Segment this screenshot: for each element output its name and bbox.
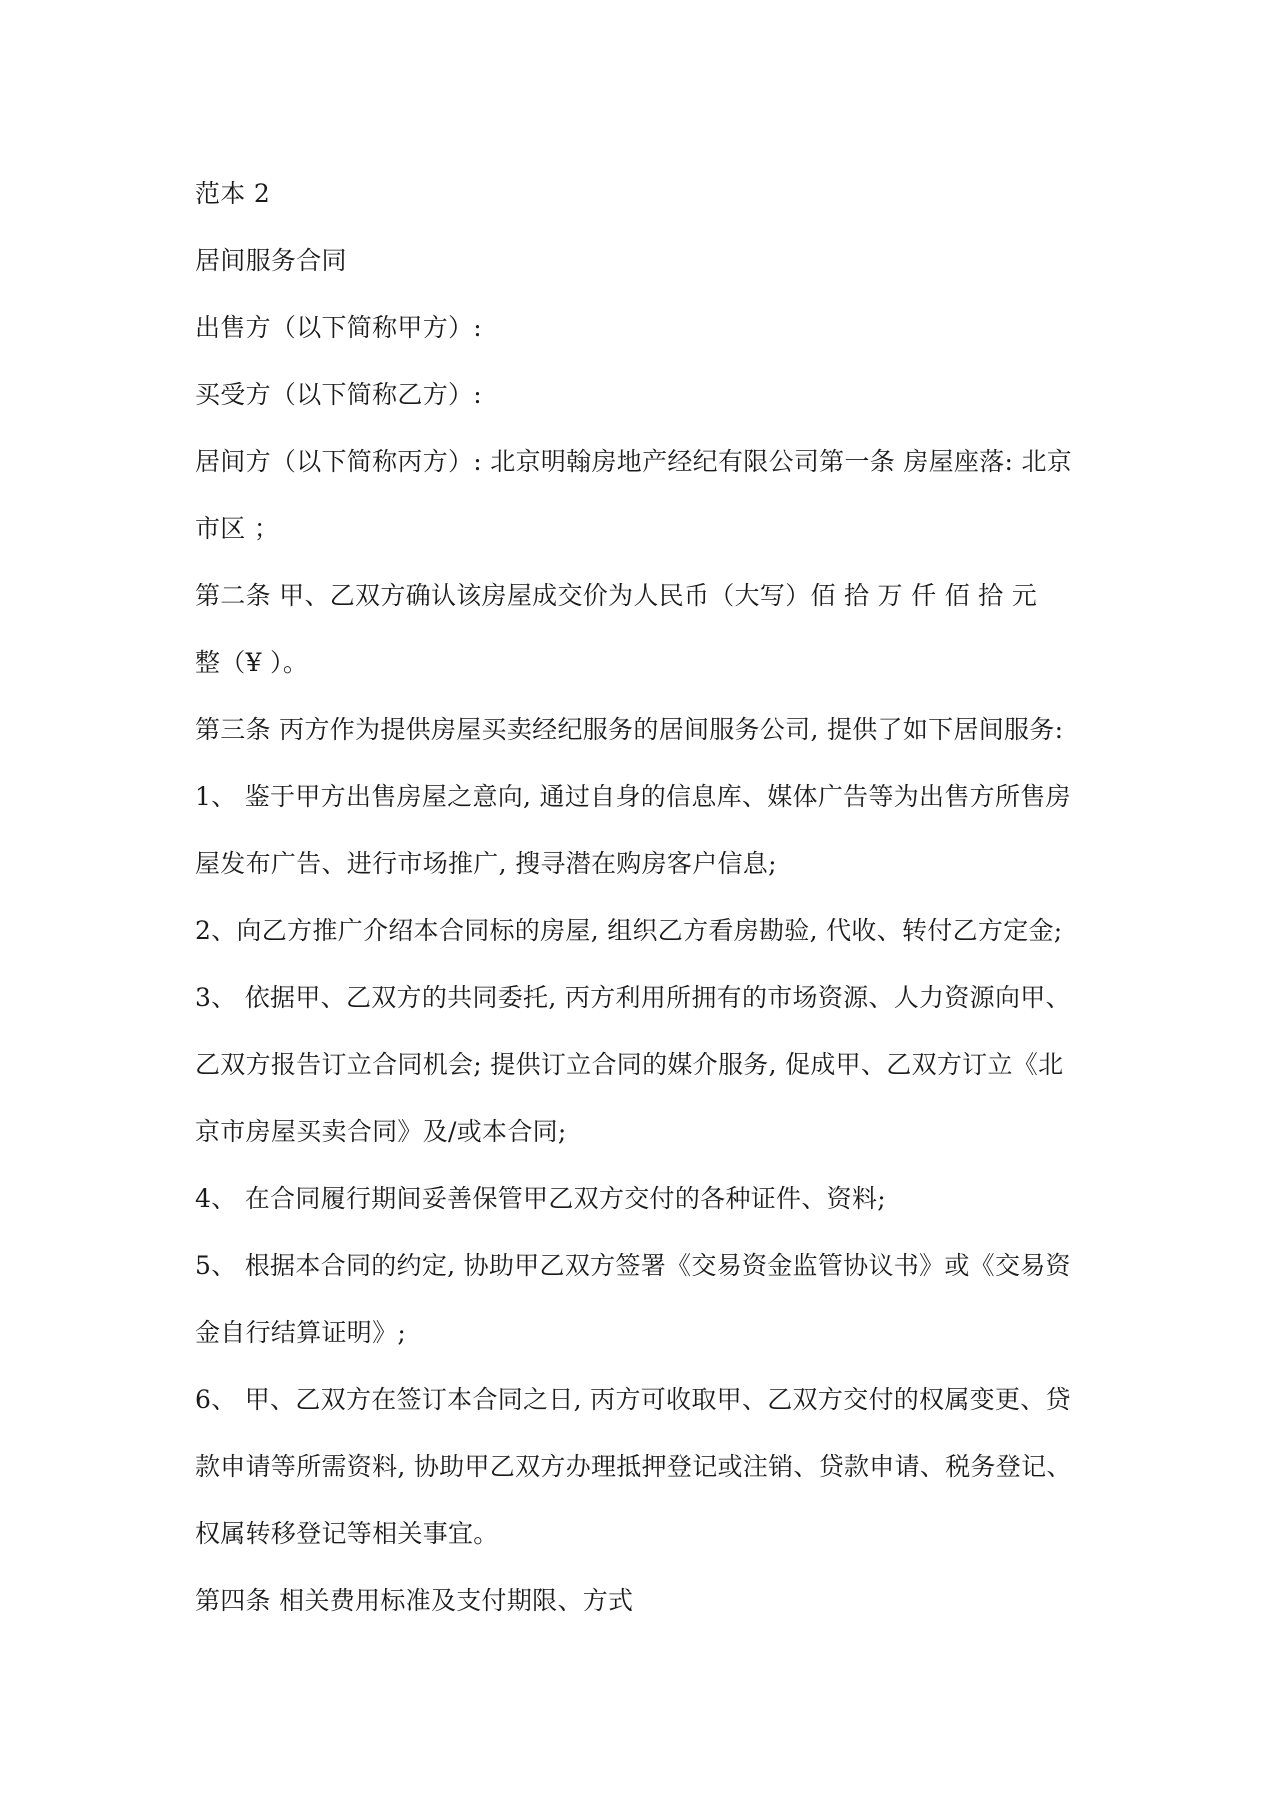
- document-body: [195, 160, 1092, 1634]
- service-item-1: 1、 鉴于甲方出售房屋之意向, 通过自身的信息库、媒体广告等为出售方所售房 屋发布广告、进行市场推广, 搜寻潜在购房客户信息;: [195, 782, 1071, 878]
- article-three: 第三条 丙方作为提供房屋买卖经纪服务的居间服务公司, 提供了如下居间服务:: [195, 715, 1064, 744]
- intermediary-line: 居间方（以下简称丙方）: 北京明翰房地产经纪有限公司第一条 房屋座落: 北京 市区 ；: [195, 447, 1073, 543]
- buyer-line: 买受方（以下简称乙方）:: [195, 380, 483, 409]
- seller-line: 出售方（以下简称甲方）:: [195, 313, 483, 342]
- service-item-2: 2、向乙方推广介绍本合同标的房屋, 组织乙方看房勘验, 代收、转付乙方定金;: [195, 916, 1063, 945]
- article-two: 第二条 甲、乙双方确认该房屋成交价为人民币（大写）佰 拾 万 仟 佰 拾 元 整（¥ ）。: [195, 581, 1038, 677]
- service-item-3: 3、 依据甲、乙双方的共同委托, 丙方利用所拥有的市场资源、人力资源向甲、 乙双方报告订立合同机会; 提供订立合同的媒介服务, 促成甲、乙双方订立《北 京市房屋买卖合同》及/或本合同;: [195, 983, 1071, 1146]
- service-item-6: 6、 甲、乙双方在签订本合同之日, 丙方可收取甲、乙双方交付的权属变更、贷 款申请等所需资料, 协助甲乙双方办理抵押登记或注销、贷款申请、税务登记、 权属转移登记等相关事宜。: [195, 1385, 1072, 1548]
- article-four: 第四条 相关费用标准及支付期限、方式: [195, 1586, 634, 1615]
- service-item-5: 5、 根据本合同的约定, 协助甲乙双方签署《交易资金监管协议书》或《交易资 金自行结算证明》;: [195, 1251, 1071, 1347]
- sample-number: 范本 2: [195, 179, 271, 208]
- service-item-4: 4、 在合同履行期间妥善保管甲乙双方交付的各种证件、资料;: [195, 1184, 886, 1213]
- contract-title: 居间服务合同: [195, 246, 347, 275]
